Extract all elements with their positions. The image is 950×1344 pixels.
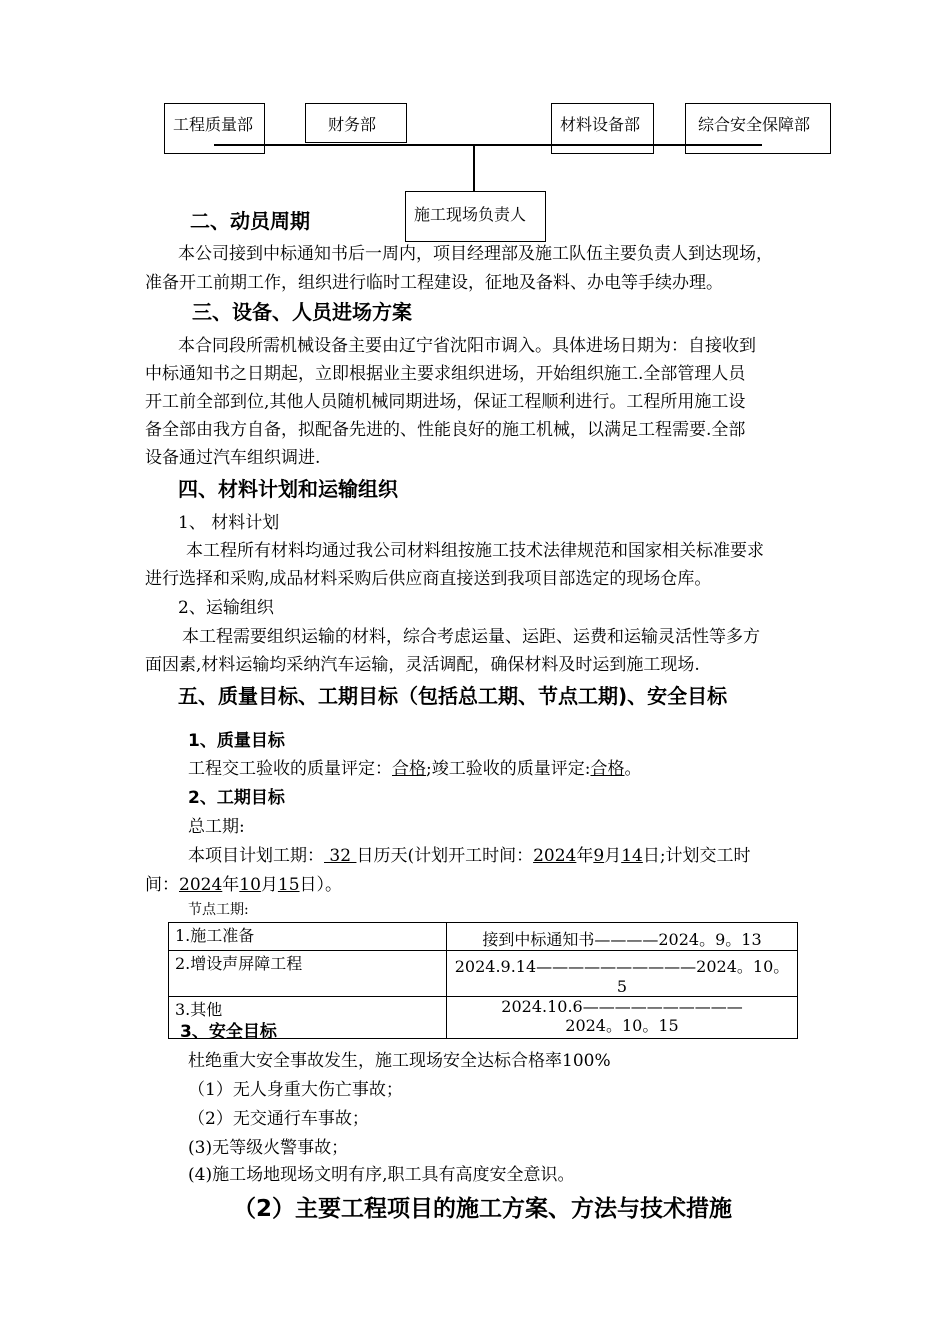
plan-mid2: ;计划交工时 — [659, 846, 751, 866]
s3-line-2: 中标通知书之日期起，立即根据业主要求组织进场，开始组织施工.全部管理人员 — [145, 364, 746, 384]
node-name-2: 2.增设声屏障工程 — [169, 951, 447, 997]
safety-line-4: (3)无等级火警事故； — [188, 1138, 349, 1158]
safety-line-3: （2）无交通行车事故； — [188, 1109, 369, 1129]
section-title-construction-plan: （2）主要工程项目的施工方案、方法与技术措施 — [233, 1196, 733, 1222]
s4-sub1-line-1: 本工程所有材料均通过我公司材料组按施工技术法律规范和国家相关标准要求 — [186, 541, 764, 561]
plan-duration-line-2 — [145, 870, 342, 895]
s2-line-1: 本公司接到中标通知书后一周内，项目经理部及施工队伍主要负责人到达现场， — [178, 244, 773, 264]
end-post: 日）。 — [299, 875, 343, 895]
s4-sub1: 1、 材料计划 — [178, 513, 280, 533]
quality-value-2: 合格 — [590, 759, 625, 779]
org-line-over — [214, 144, 762, 146]
node-period-2: 2024.9.14——————————2024。10。5 — [447, 951, 798, 997]
s4-sub2-line-1: 本工程需要组织运输的材料，综合考虑运量、运距、运费和运输灵活性等多方 — [182, 627, 760, 647]
node-duration-label: 节点工期: — [188, 902, 249, 918]
end-pre: 间： — [145, 875, 179, 895]
unit-month-1: 月 — [604, 846, 622, 866]
org-box-site-manager: 施工现场负责人 — [405, 191, 546, 242]
s3-line-4: 备全部由我方自备，拟配备先进的、性能良好的施工机械，以满足工程需要.全部 — [145, 420, 746, 440]
safety-line-1: 杜绝重大安全事故发生，施工现场安全达标合格率100% — [188, 1051, 611, 1071]
quality-text-mid: ;竣工验收的质量评定: — [426, 759, 591, 779]
org-box-material: 材料设备部 — [551, 103, 654, 154]
quality-target-text — [188, 754, 641, 779]
unit-year-2: 年 — [222, 875, 240, 895]
schedule-target-heading: 2、工期目标 — [188, 788, 285, 808]
start-month: 9 — [593, 846, 605, 866]
unit-month-2: 月 — [260, 875, 278, 895]
s3-line-3: 开工前全部到位,其他人员随机械同期进场，保证工程顺利进行。工程所用施工设 — [145, 392, 746, 412]
safety-line-2: （1）无人身重大伤亡事故； — [188, 1080, 403, 1100]
s4-sub2: 2、运输组织 — [178, 598, 274, 618]
start-year: 2024 — [533, 846, 577, 866]
node-period-3-line-2: 2024。10。15 — [565, 1016, 679, 1035]
quality-text-end: 。 — [624, 759, 642, 779]
end-year: 2024 — [179, 875, 223, 895]
section-4-heading: 四、材料计划和运输组织 — [178, 477, 398, 501]
node-name-3: 3.其他 — [169, 997, 447, 1039]
start-day: 14 — [621, 846, 643, 866]
section-5-heading: 五、质量目标、工期目标（包括总工期、节点工期)、安全目标 — [178, 684, 728, 708]
safety-target-heading: 3、安全目标 — [180, 1022, 277, 1042]
quality-target-heading: 1、质量目标 — [188, 731, 285, 751]
safety-line-5: (4)施工场地现场文明有序,职工具有高度安全意识。 — [188, 1165, 575, 1185]
org-box-safety: 综合安全保障部 — [685, 103, 831, 154]
plan-pre: 本项目计划工期： — [188, 846, 324, 866]
plan-duration-line-1 — [188, 841, 751, 866]
s3-line-5: 设备通过汽车组织调进. — [145, 448, 321, 468]
unit-day-1: 日 — [642, 846, 660, 866]
plan-days: 32 — [324, 846, 357, 866]
node-name-1: 1.施工准备 — [169, 923, 447, 951]
quality-text-pre: 工程交工验收的质量评定： — [188, 759, 392, 779]
end-day: 15 — [277, 875, 300, 895]
s2-line-2: 准备开工前期工作，组织进行临时工程建设，征地及备料、办电等手续办理。 — [145, 273, 723, 293]
org-box-finance: 财务部 — [305, 103, 407, 143]
s4-sub1-line-2: 进行选择和采购,成品材料采购后供应商直接送到我项目部选定的现场仓库。 — [145, 569, 712, 589]
s3-line-1: 本合同段所需机械设备主要由辽宁省沈阳市调入。具体进场日期为：自接收到 — [178, 336, 756, 356]
node-period-3 — [447, 997, 798, 1039]
end-month: 10 — [239, 875, 261, 895]
node-period-3-line-1: 2024.10.6—————————— — [501, 997, 743, 1016]
org-vertical-line — [473, 144, 475, 192]
section-3-heading: 三、设备、人员进场方案 — [192, 300, 412, 324]
node-period-1: 接到中标通知书————2024。9。13 — [447, 923, 798, 951]
total-duration-label: 总工期: — [188, 817, 245, 837]
unit-year-1: 年 — [576, 846, 594, 866]
section-2-heading: 二、动员周期 — [190, 209, 310, 233]
table-row — [169, 951, 798, 997]
quality-value-1: 合格 — [392, 759, 426, 779]
table-row — [169, 923, 798, 951]
org-box-quality: 工程质量部 — [164, 103, 265, 154]
plan-mid: 日历天(计划开工时间： — [356, 846, 534, 866]
s4-sub2-line-2: 面因素,材料运输均采纳汽车运输，灵活调配，确保材料及时运到施工现场. — [145, 655, 700, 675]
